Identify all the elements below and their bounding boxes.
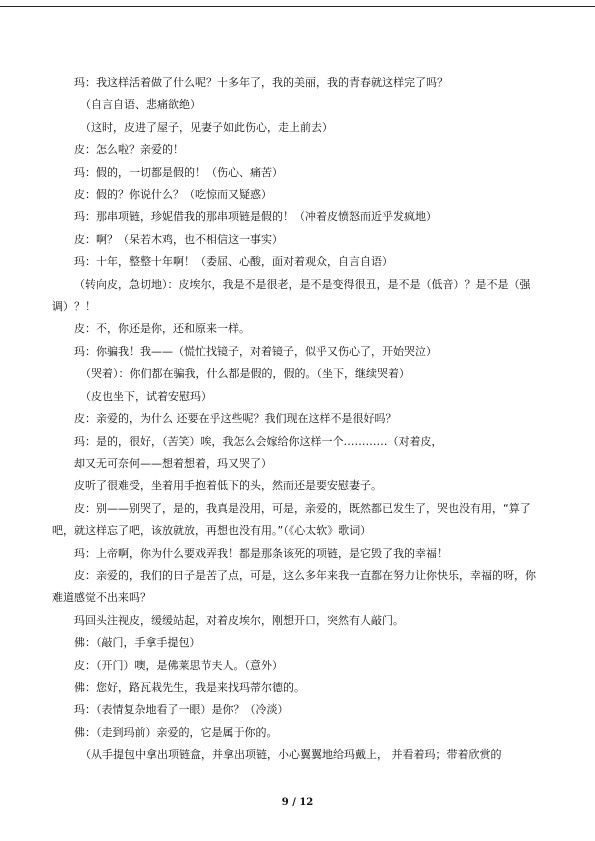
script-line: 玛：上帝啊，你为什么要戏弄我！都是那条该死的项链，是它毁了我的幸福！ <box>74 546 448 560</box>
script-line: 玛：我这样活着做了什么呢？十多年了，我的美丽，我的青春就这样完了吗？ <box>74 76 448 89</box>
script-line: 佛：您好，路瓦栽先生，我是来找玛蒂尔德的。 <box>74 680 305 694</box>
script-line: 玛：你骗我！我——（慌忙找镜子，对着镜子，似乎又伤心了，开始哭泣） <box>74 344 437 358</box>
script-line: 皮：别——别哭了，是的，我真是没用，可是，亲爱的，既然都已发生了，哭也没有用，“算了吧，就这样忘了吧，该放就放，再想也没有用。”（《心太软》歌词） <box>52 501 531 538</box>
script-line: 玛：（表情复杂地看了一眼）是你？（冷淡） <box>74 703 289 717</box>
script-line: 皮：啊？（呆若木鸡，也不相信这一事实） <box>74 232 283 246</box>
script-line: 皮：怎么啦？亲爱的！ <box>74 143 184 157</box>
script-line: （转向皮，急切地）：皮埃尔，我是不是很老，是不是变得很丑，是不是（低音）？是不是（强调）？！ <box>52 277 531 314</box>
script-line: 皮：亲爱的，为什么 还要在乎这些呢？我们现在这样不是很好吗？ <box>74 412 397 426</box>
script-text <box>52 72 542 767</box>
script-line: 皮：不，你还是你，还和原来一样。 <box>74 322 250 336</box>
script-line: （皮也坐下，试着安慰玛） <box>80 389 212 403</box>
script-line: 佛：（敲门，手拿手提包） <box>74 636 201 650</box>
page-number: 9 / 12 <box>281 797 314 808</box>
script-line: 皮：亲爱的，我们的日子是苦了点，可是，这么多年来我一直都在努力让你快乐，幸福的呀，你难道感觉不出来吗？ <box>52 568 536 605</box>
script-line: （从手提包中拿出项链盒，并拿出项链，小心翼翼地给玛戴上， 并看着玛；带着欣赏的 <box>80 748 502 762</box>
script-line: 玛：假的，一切都是假的！（伤心、痛苦） <box>74 165 283 179</box>
script-line: 玛：是的，很好，（苦笑）唉，我怎么会嫁给你这样一个…………（对着皮， <box>74 434 443 448</box>
script-line: （自言自语、悲痛欲绝） <box>80 98 201 112</box>
script-line: 却又无可奈何——想着想着，玛又哭了） <box>74 456 272 470</box>
script-line: （这时，皮进了屋子，见妻子如此伤心，走上前去） <box>80 120 333 134</box>
header-rule <box>0 6 595 7</box>
script-line: 玛回头注视皮，缓缓站起，对着皮埃尔，刚想开口，突然有人敲门。 <box>74 613 404 627</box>
script-line: （哭着）：你们都在骗我，什么都是假的，假的。（坐下，继续哭着） <box>80 367 410 381</box>
script-line: 佛：（走到玛前）亲爱的，它是属于你的。 <box>74 725 278 739</box>
script-line: 玛：那串项链，珍妮借我的那串项链是假的！（冲着皮愤怒而近乎发疯地） <box>74 210 437 224</box>
script-line: 皮：（开门）噢，是佛莱思节夫人。（意外） <box>74 658 283 672</box>
script-line: 玛：十年，整整十年啊！（委屈、心酸，面对着观众，自言自语） <box>74 255 393 269</box>
script-line: 皮：假的？你说什么？（吃惊而又疑惑） <box>74 188 272 202</box>
script-line: 皮听了很难受，坐着用手抱着低下的头，然而还是要安慰妻子。 <box>74 479 382 493</box>
